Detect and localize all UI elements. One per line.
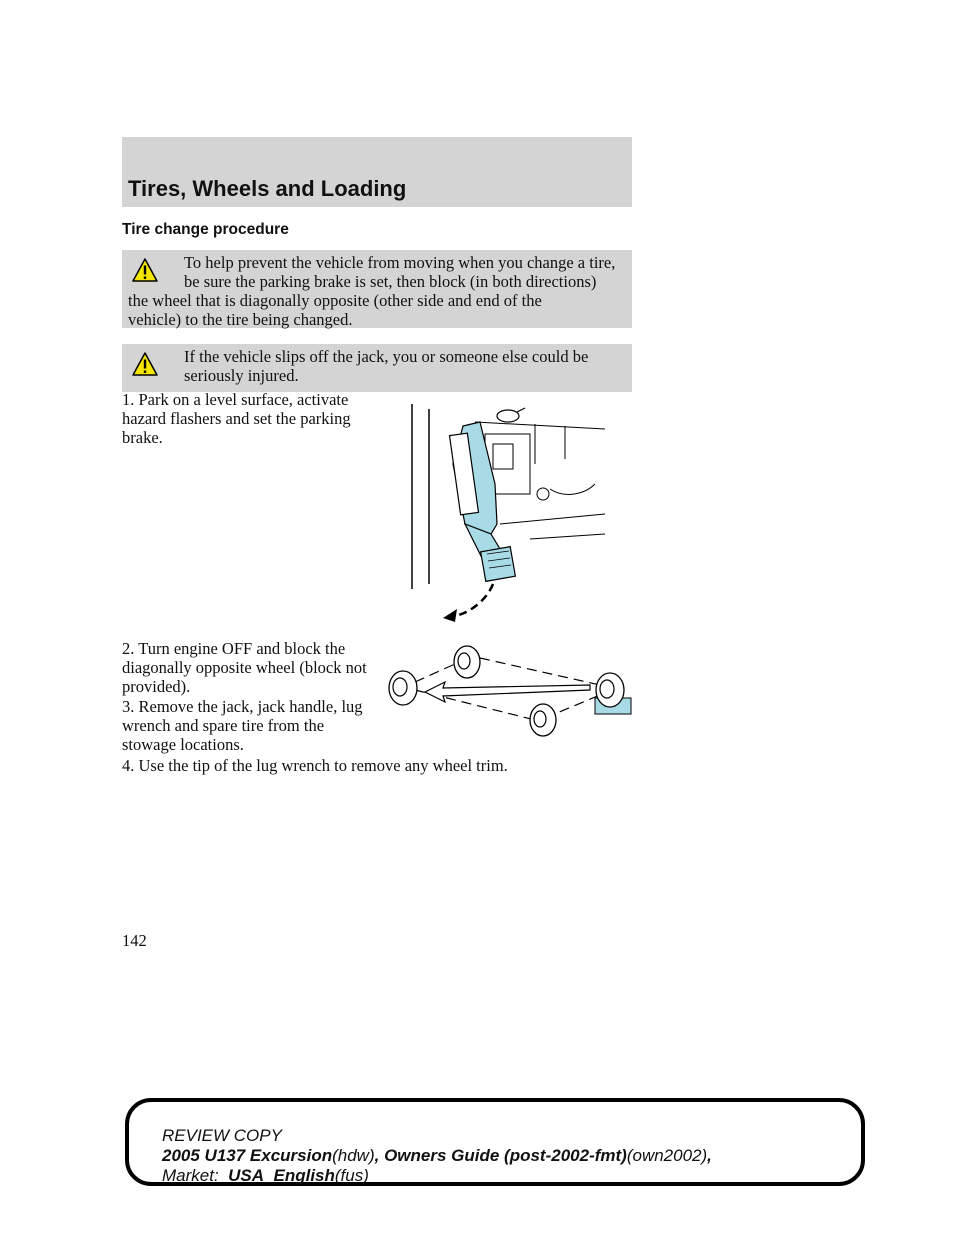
warning-box bbox=[122, 344, 632, 392]
footer-guide-code: (own2002) bbox=[626, 1146, 708, 1165]
footer-model-code: (hdw) bbox=[332, 1146, 375, 1165]
page-number: 142 bbox=[122, 931, 147, 950]
footer-market-code: (fus) bbox=[334, 1166, 369, 1185]
parking-brake-illustration bbox=[405, 404, 615, 624]
footer-review-copy: REVIEW COPY bbox=[162, 1126, 282, 1145]
wheel-blocking-illustration bbox=[385, 640, 635, 750]
warning-line: the wheel that is diagonally opposite (other side and end of the bbox=[128, 291, 542, 310]
step-4: 4. Use the tip of the lug wrench to remove any wheel trim. bbox=[122, 756, 508, 775]
warning-line: vehicle) to the tire being changed. bbox=[128, 310, 353, 329]
footer-market: USA_English bbox=[228, 1166, 335, 1185]
warning-line: To help prevent the vehicle from moving when you change a tire, bbox=[184, 253, 616, 272]
step-3: 3. Remove the jack, jack handle, lug wrench and spare tire from the stowage locations. bbox=[122, 697, 363, 754]
footer-comma: , bbox=[707, 1146, 712, 1165]
footer-guide: , Owners Guide (post-2002-fmt) bbox=[374, 1146, 627, 1165]
subheading: Tire change procedure bbox=[122, 221, 289, 238]
footer-market-line bbox=[162, 1167, 369, 1185]
footer-model-line bbox=[162, 1147, 712, 1165]
warning-box bbox=[122, 250, 632, 328]
warning-line: be sure the parking brake is set, then block (in both directions) bbox=[184, 272, 597, 291]
footer-model: 2005 U137 Excursion bbox=[162, 1146, 333, 1165]
warning-line: If the vehicle slips off the jack, you or someone else could be bbox=[184, 347, 589, 366]
section-title: Tires, Wheels and Loading bbox=[128, 176, 407, 201]
footer-market-label: Market: bbox=[162, 1166, 219, 1185]
step-2: 2. Turn engine OFF and block the diagonally opposite wheel (block not provided). bbox=[122, 639, 367, 696]
step-1: 1. Park on a level surface, activate hazard flashers and set the parking brake. bbox=[122, 390, 351, 447]
warning-line: seriously injured. bbox=[184, 366, 299, 385]
